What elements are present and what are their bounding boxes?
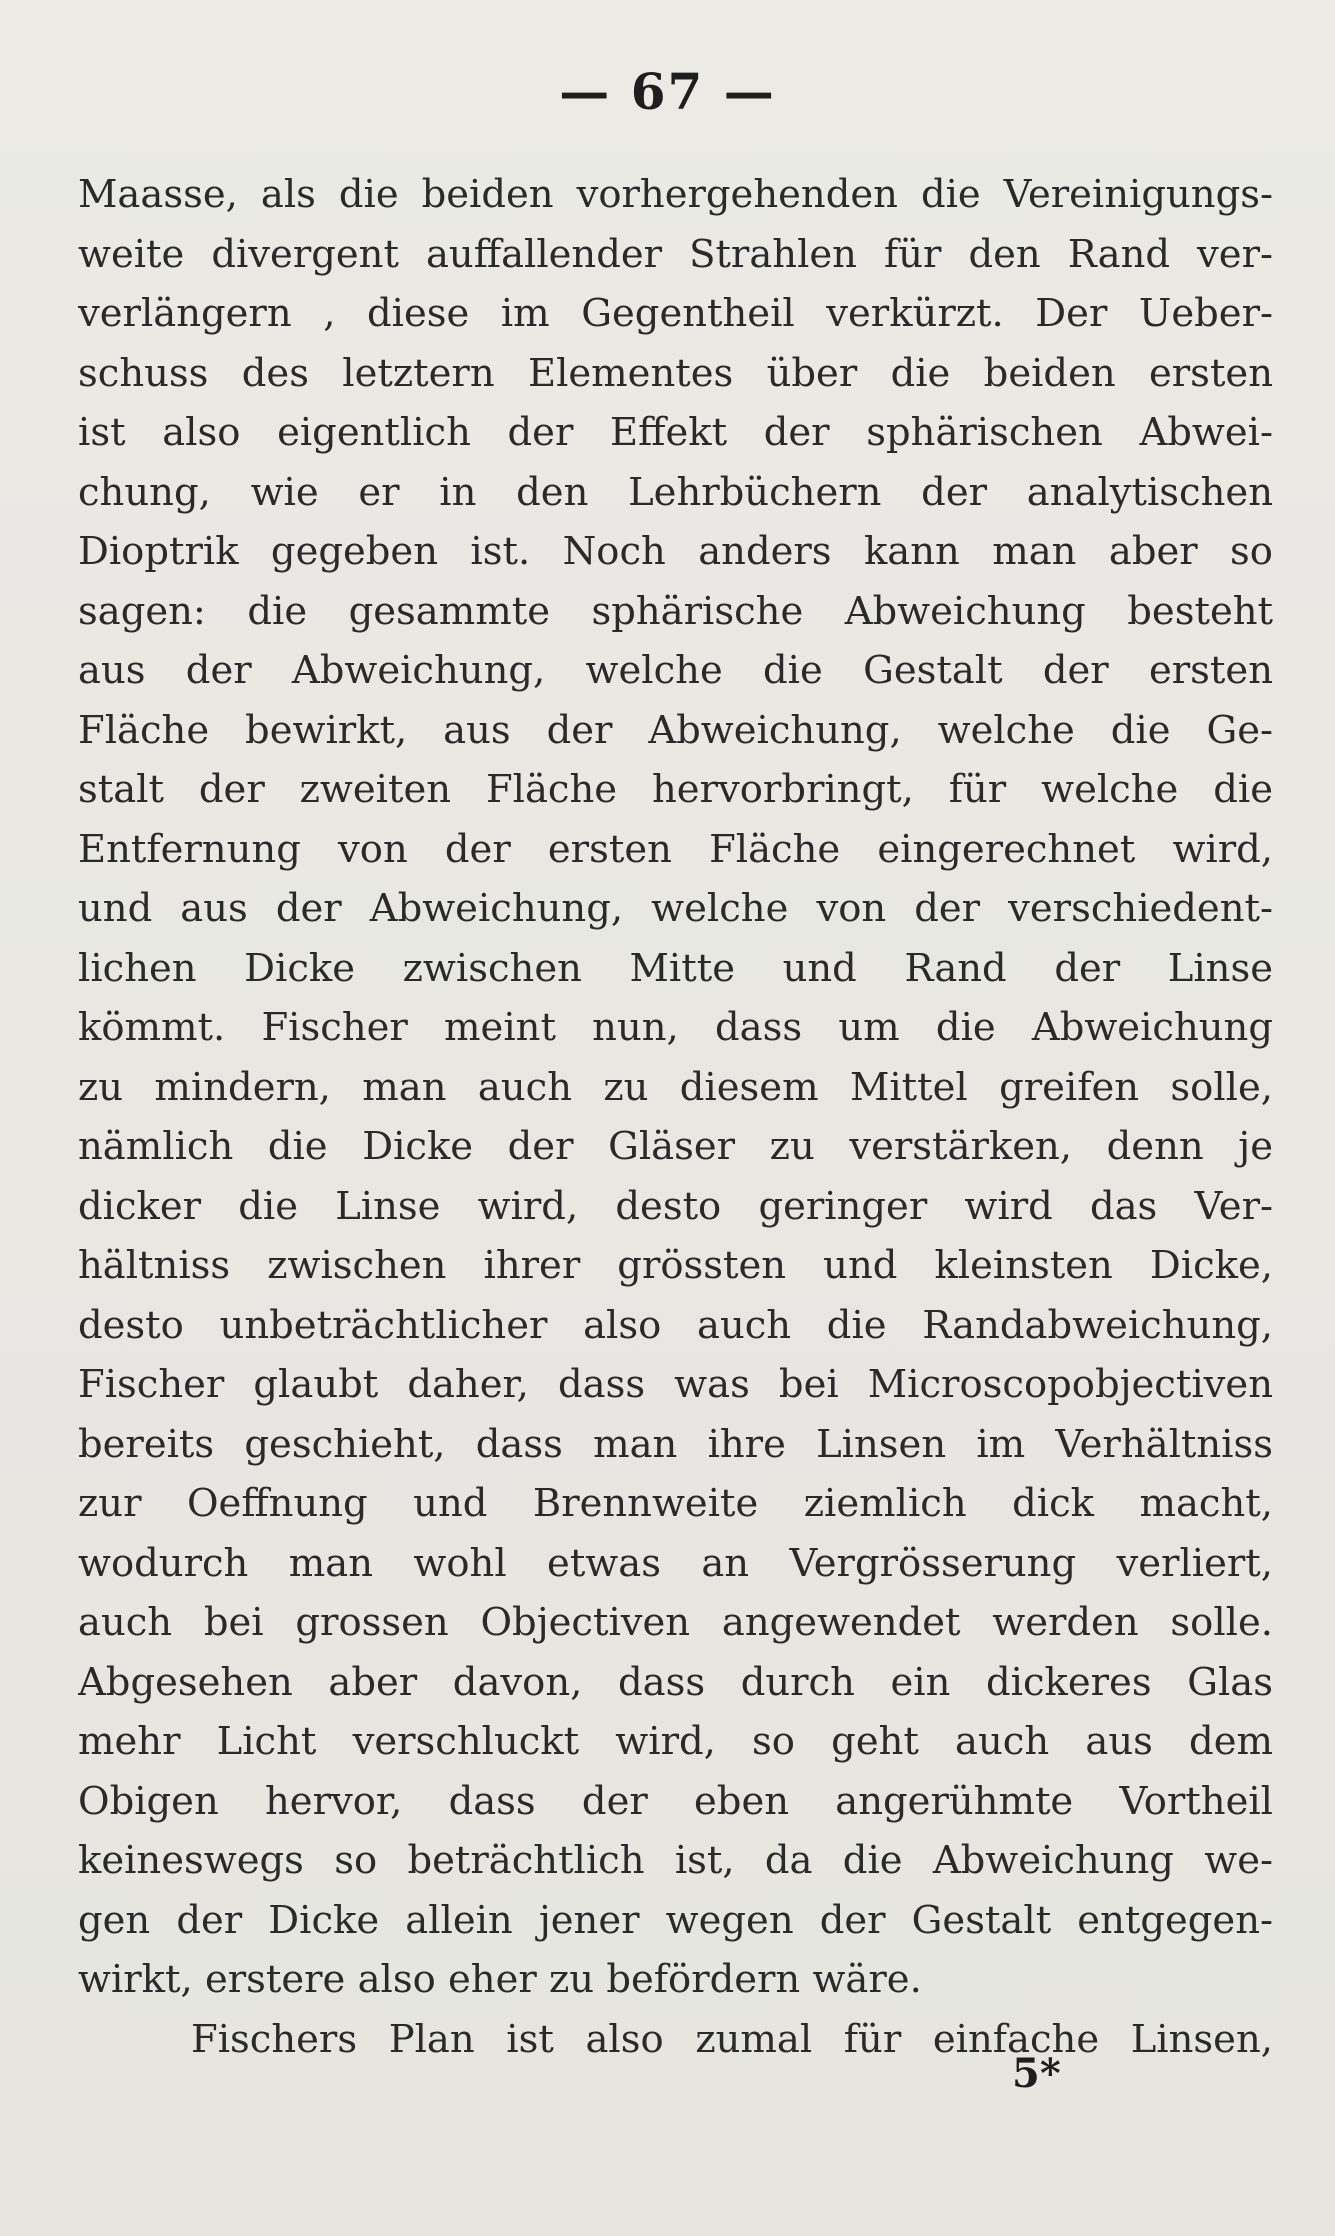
text-line: zur Oeffnung und Brennweite ziemlich dick macht, (78, 1481, 1273, 1526)
body-text (78, 165, 1273, 2069)
text-line: mehr Licht verschluckt wird, so geht auch aus dem (78, 1719, 1273, 1764)
text-line: Fischers Plan ist also zumal für einfache Linsen, (191, 2016, 1273, 2062)
text-line: weite divergent auffallender Strahlen für den Rand ver- (78, 231, 1273, 277)
text-line: sagen: die gesammte sphärische Abweichung besteht (78, 588, 1273, 634)
text-line: Obigen hervor, dass der eben angerühmte Vortheil (78, 1778, 1273, 1824)
text-line: bereits geschieht, dass man ihre Linsen im Verhältniss (78, 1421, 1273, 1467)
text-line: wirkt, erstere also eher zu befördern wäre. (78, 1957, 922, 2002)
text-line: Fischer glaubt daher, dass was bei Microscopobjectiven (78, 1362, 1273, 1407)
text-line: schuss des letztern Elementes über die beiden ersten (78, 350, 1273, 396)
text-line: desto unbeträchtlicher also auch die Randabweichung, (78, 1302, 1273, 1348)
text-line: Maasse, als die beiden vorhergehenden die Vereinigungs- (78, 172, 1273, 217)
text-line: gen der Dicke allein jener wegen der Gestalt entgegen- (78, 1897, 1273, 1943)
text-line: auch bei grossen Objectiven angewendet werden solle. (78, 1600, 1273, 1645)
text-line: nämlich die Dicke der Gläser zu verstärken, denn je (78, 1124, 1273, 1169)
text-line: keineswegs so beträchtlich ist, da die Abweichung we- (78, 1838, 1273, 1883)
text-line: Entfernung von der ersten Fläche eingerechnet wird, (78, 826, 1273, 872)
text-line: verlängern , diese im Gegentheil verkürzt. Der Ueber- (78, 291, 1273, 336)
text-line: aus der Abweichung, welche die Gestalt der ersten (78, 648, 1273, 693)
text-line: lichen Dicke zwischen Mitte und Rand der Linse (78, 945, 1273, 991)
text-line: dicker die Linse wird, desto geringer wird das Ver- (78, 1183, 1273, 1229)
text-line: stalt der zweiten Fläche hervorbringt, für welche die (78, 767, 1273, 812)
text-line: kömmt. Fischer meint nun, dass um die Abweichung (78, 1005, 1273, 1050)
page-number: — 67 — (559, 62, 776, 121)
text-line: ist also eigentlich der Effekt der sphärischen Abwei- (78, 410, 1273, 455)
text-line: Abgesehen aber davon, dass durch ein dickeres Glas (78, 1659, 1273, 1705)
text-line: hältniss zwischen ihrer grössten und kleinsten Dicke, (78, 1243, 1273, 1288)
text-line: chung, wie er in den Lehrbüchern der analytischen (78, 469, 1273, 515)
text-line: Dioptrik gegeben ist. Noch anders kann man aber so (78, 529, 1273, 574)
printer-signature-mark: 5* (1012, 2050, 1061, 2097)
text-line: wodurch man wohl etwas an Vergrösserung verliert, (78, 1540, 1273, 1586)
text-line: und aus der Abweichung, welche von der verschiedent- (78, 886, 1273, 931)
text-line: zu mindern, man auch zu diesem Mittel greifen solle, (78, 1064, 1273, 1110)
text-line: Fläche bewirkt, aus der Abweichung, welche die Ge- (78, 707, 1273, 753)
